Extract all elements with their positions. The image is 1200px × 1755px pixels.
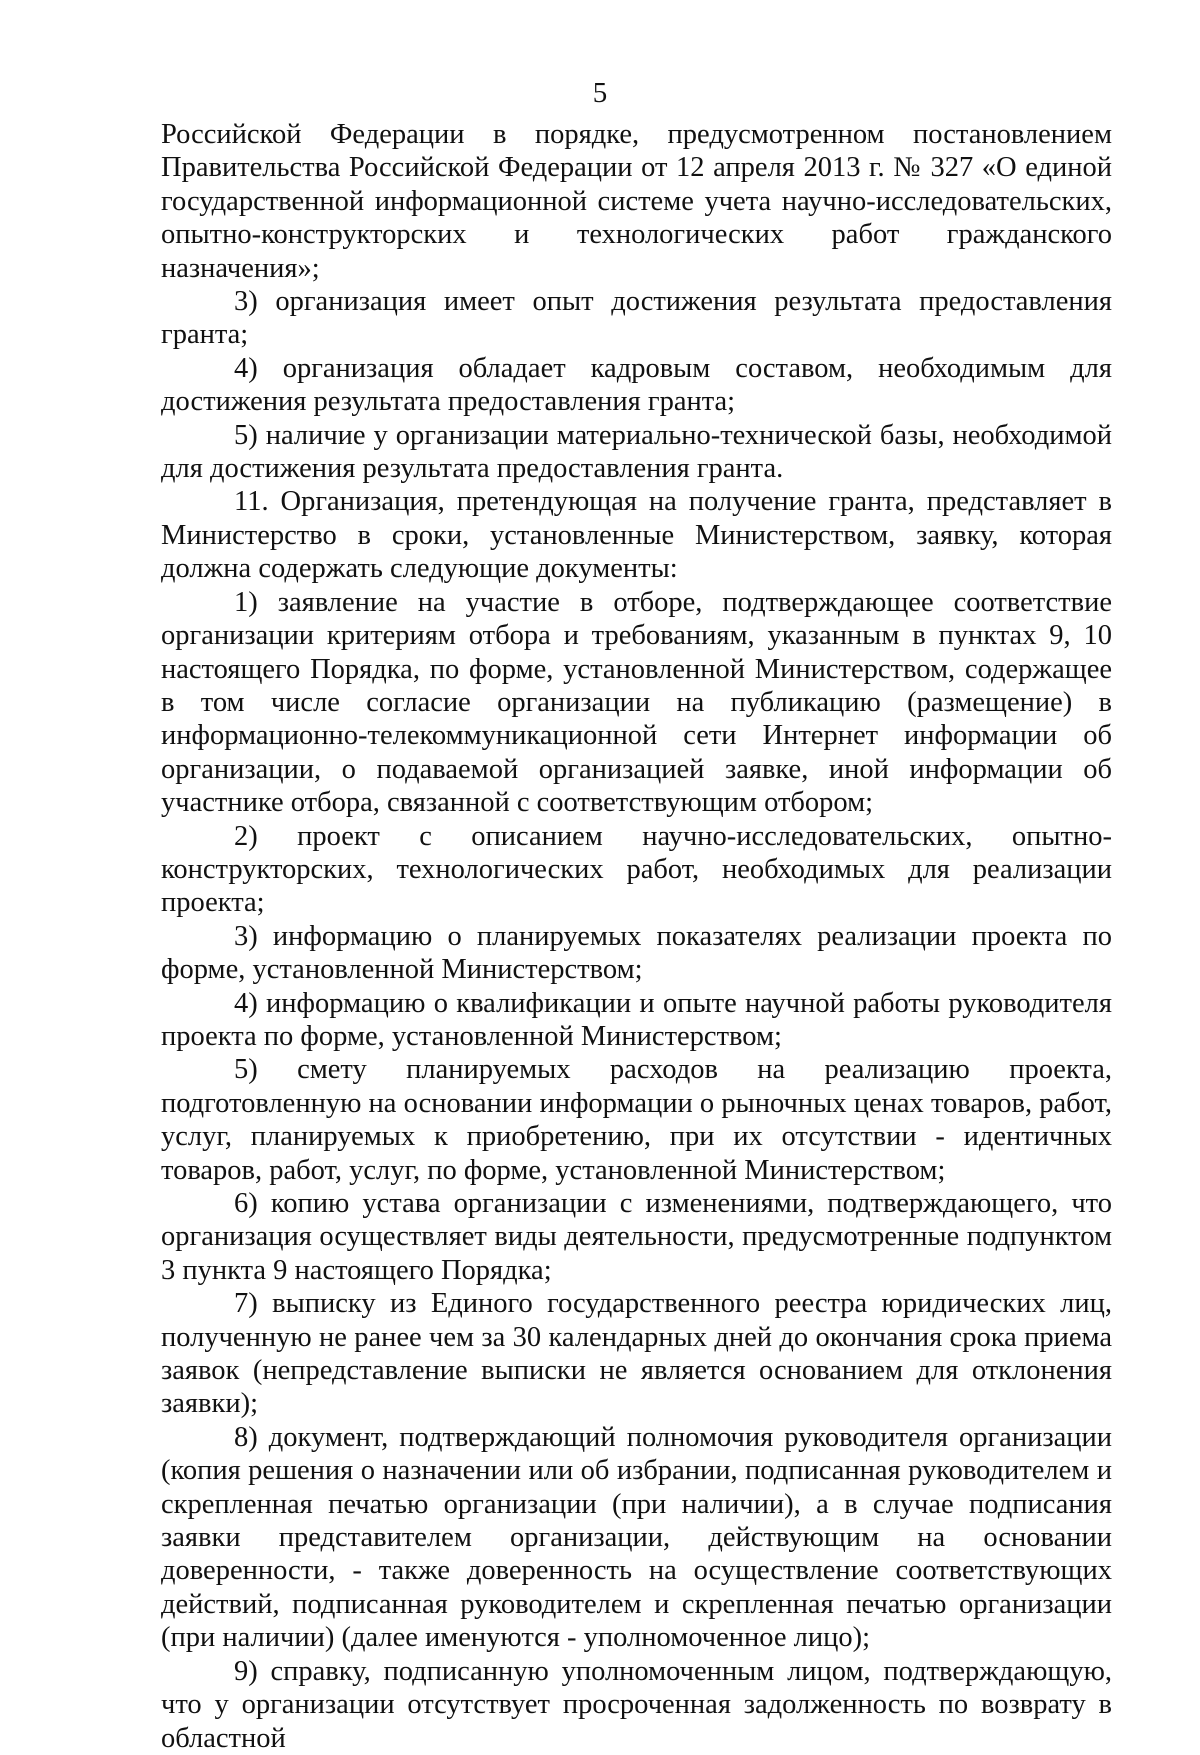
paragraph-doc-2-project: 2) проект с описанием научно-исследовательских, опытно-конструкторских, технологических работ, необходимых для реализации проекта; [161, 820, 1112, 919]
paragraph-doc-9-certificate: 9) справку, подписанную уполномоченным лицом, подтверждающую, что у организации отсутствует просроченная задолженность по возврату в областной [161, 1655, 1112, 1754]
paragraph-item-3-experience: 3) организация имеет опыт достижения результата предоставления гранта; [161, 286, 1112, 351]
page-number: 5 [592, 77, 608, 109]
paragraph-item-4-staff: 4) организация обладает кадровым составом, необходимым для достижения результата предоставления гранта; [161, 352, 1112, 418]
paragraph-doc-7-register-extract: 7) выписку из Единого государственного реестра юридических лиц, полученную не ранее чем за 30 календарных дней до окончания срока приема заявок (непредставление выписки не является основанием для отклонения заявки); [161, 1288, 1112, 1420]
paragraph-doc-8-authority: 8) документ, подтверждающий полномочия руководителя организации (копия решения о назначении или об избрании, подписанная руководителем и скрепленная печатью организации (при наличии), а в случае подписания заявки представителем организации, действующим на основании доверенности, - также доверенность на осуществление соответствующих действий, подписанная руководителем и скрепленная печатью организации (при наличии) (далее именуются - уполномоченное лицо); [161, 1421, 1112, 1654]
paragraph-section-11: 11. Организация, претендующая на получение гранта, представляет в Министерство в сроки, установленные Министерством, заявку, которая должна содержать следующие документы: [161, 486, 1112, 585]
paragraph-doc-5-estimate: 5) смету планируемых расходов на реализацию проекта, подготовленную на основании информации о рыночных ценах товаров, работ, услуг, планируемых к приобретению, при их отсутствии - идентичных товаров, работ, услуг, по форме, установленной Министерством; [161, 1054, 1112, 1186]
document-body [161, 118, 1112, 1755]
paragraph-doc-6-charter: 6) копию устава организации с изменениями, подтверждающего, что организация осуществляет виды деятельности, предусмотренные подпунктом 3 пункта 9 настоящего Порядка; [161, 1188, 1112, 1286]
paragraph-item-5-facilities: 5) наличие у организации материально-технической базы, необходимой для достижения результата предоставления гранта. [161, 419, 1112, 485]
paragraph-doc-1-application: 1) заявление на участие в отборе, подтверждающее соответствие организации критериям отбора и требованиям, указанным в пунктах 9, 10 настоящего Порядка, по форме, установленной Министерством, содержащее в том числе согласие организации на публикацию (размещение) в информационно-телекоммуникационной сети Интернет информации об организации, о подаваемой организацией заявке, иной информации об участнике отбора, связанной с соответствующим отбором; [161, 586, 1112, 819]
paragraph-continuation: Российской Федерации в порядке, предусмотренном постановлением Правительства Российской Федерации от 12 апреля 2013 г. № 327 «О единой государственной информационной системе учета научно-исследовательских, опытно-конструкторских и технологических работ гражданского назначения»; [161, 119, 1112, 284]
paragraph-doc-3-indicators: 3) информацию о планируемых показателях реализации проекта по форме, установленной Министерством; [161, 920, 1112, 986]
paragraph-doc-4-qualification: 4) информацию о квалификации и опыте научной работы руководителя проекта по форме, установленной Министерством; [161, 987, 1112, 1052]
